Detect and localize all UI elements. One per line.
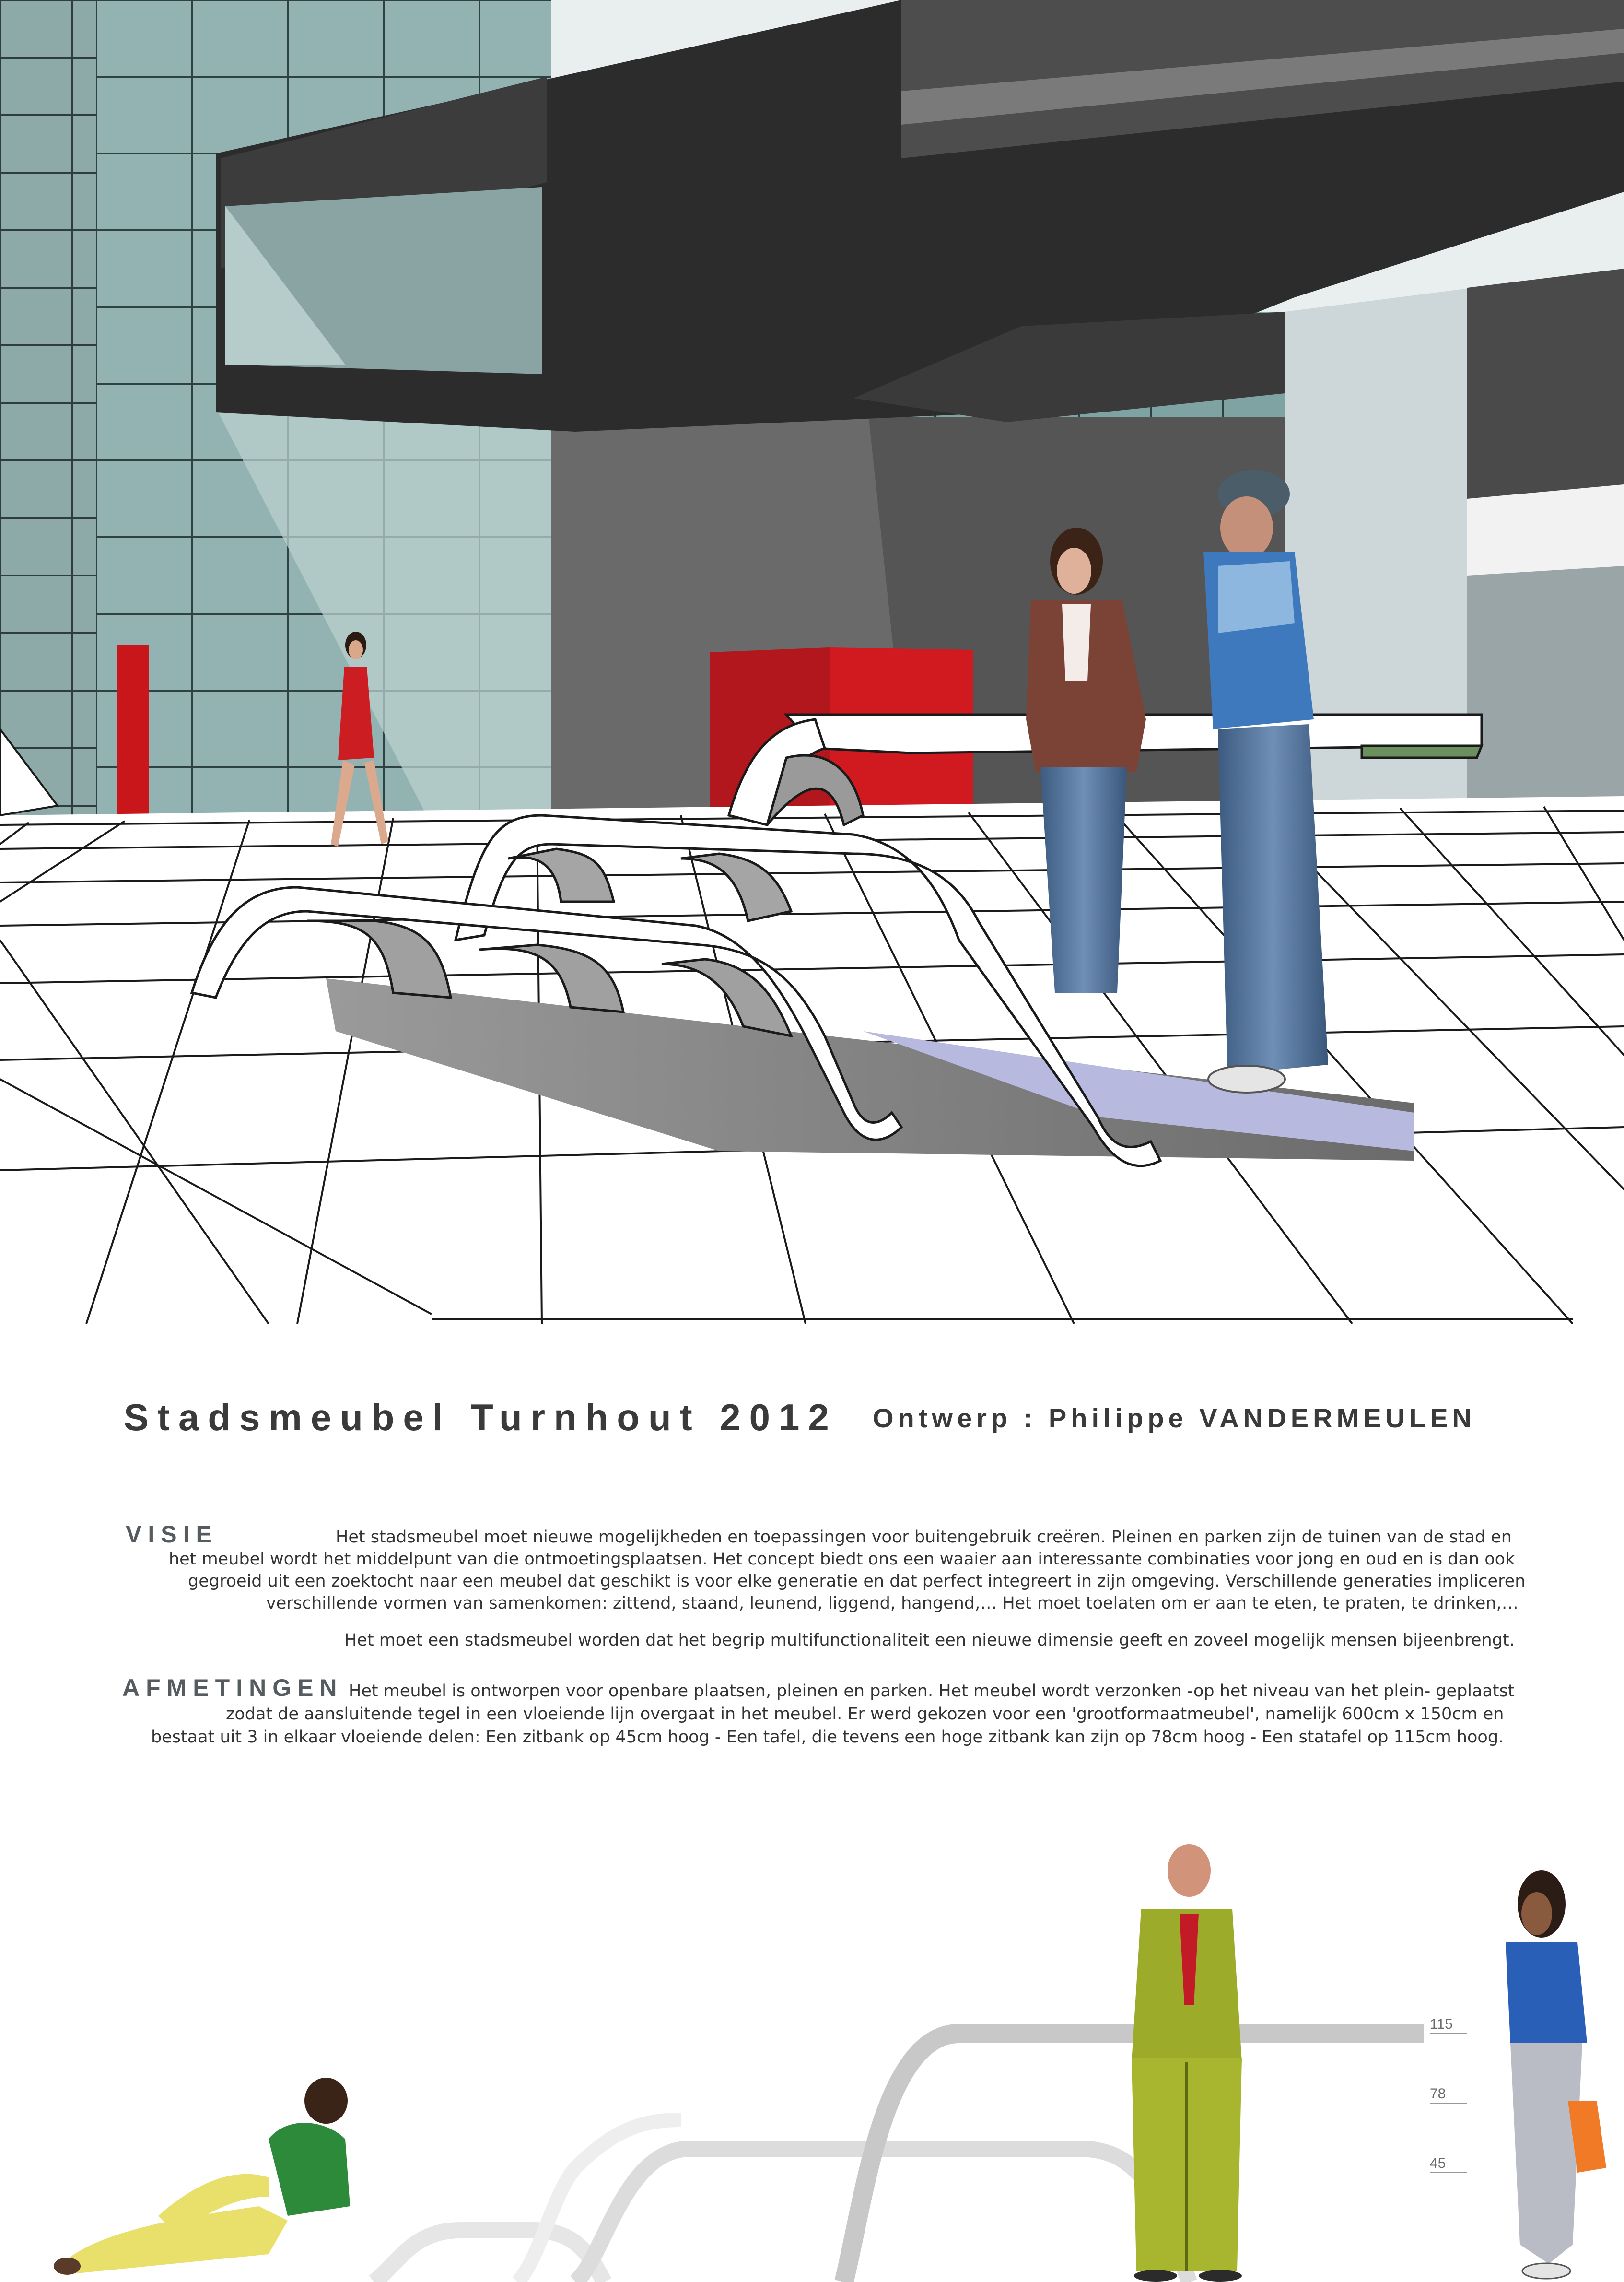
dimension-115: 115 [1430, 2016, 1453, 2032]
dimension-45: 45 [1430, 2155, 1446, 2171]
designer-credit: Ontwerp : Philippe VANDERMEULEN [873, 1403, 1476, 1433]
right-white-band [1467, 484, 1624, 576]
right-lower [1467, 566, 1624, 815]
visie-line: verschillende vormen van samenkomen: zittend, staand, leunend, liggend, hangend,… Het moet toelaten om er aan te eten, te praten, te drinken,… [266, 1594, 1519, 1613]
dimension-78: 78 [1430, 2086, 1446, 2102]
furniture-elevation [374, 2034, 1424, 2282]
right-dark-band [1467, 269, 1624, 499]
visie-line: Het stadsmeubel moet nieuwe mogelijkheden en toepassingen voor buitengebruik creëren. Pleinen en parken zijn de tuinen van de stad en [336, 1528, 1512, 1547]
afmetingen-line: Het meubel is ontworpen voor openbare plaatsen, pleinen en parken. Het meubel wordt verzonken -op het niveau van het plein- geplaatst [349, 1682, 1515, 1701]
side-elevation [0, 1832, 1624, 2282]
red-door [117, 645, 149, 818]
afmetingen-line: bestaat uit 3 in elkaar vloeiende delen: Een zitbank op 45cm hoog - Een tafel, die tevens een hoge zitbank kan zijn op 78cm hoog - Een statafel op 115cm hoog. [151, 1728, 1504, 1747]
figure-woman-orange-bag [1506, 1870, 1606, 2279]
visie-line: gegroeid uit een zoektocht naar een meubel dat geschikt is voor elke generatie en dat perfect integreert in zijn omgeving. Verschillende generaties impliceren [188, 1572, 1526, 1591]
visie-line: het meubel wordt het middelpunt van die ontmoetingsplaatsen. Het concept biedt ons een waaier aan interessante combinaties voor jong en oud en is dan ook [169, 1550, 1515, 1569]
figure-man-green-suit [1132, 1844, 1242, 2282]
visie-line: Het moet een stadsmeubel worden dat het begrip multifunctionaliteit een nieuwe dimensie geeft en zoveel mogelijk mensen bijeenbrengt. [344, 1631, 1515, 1650]
afmetingen-heading: AFMETINGEN [122, 1674, 343, 1701]
project-title: Stadsmeubel Turnhout 2012 [124, 1396, 838, 1438]
afmetingen-line: zodat de aansluitende tegel in een vloeiende lijn overgaat in het meubel. Er werd gekozen voor een 'grootformaatmeubel', namelijk 600cm x 150cm en [226, 1705, 1504, 1724]
visie-heading: VISIE [126, 1521, 218, 1548]
dimension-labels [1430, 2016, 1467, 2173]
elevation-svg [0, 1832, 1624, 2282]
title-block [0, 1391, 1624, 1444]
figure-reclining-man [54, 2078, 350, 2275]
